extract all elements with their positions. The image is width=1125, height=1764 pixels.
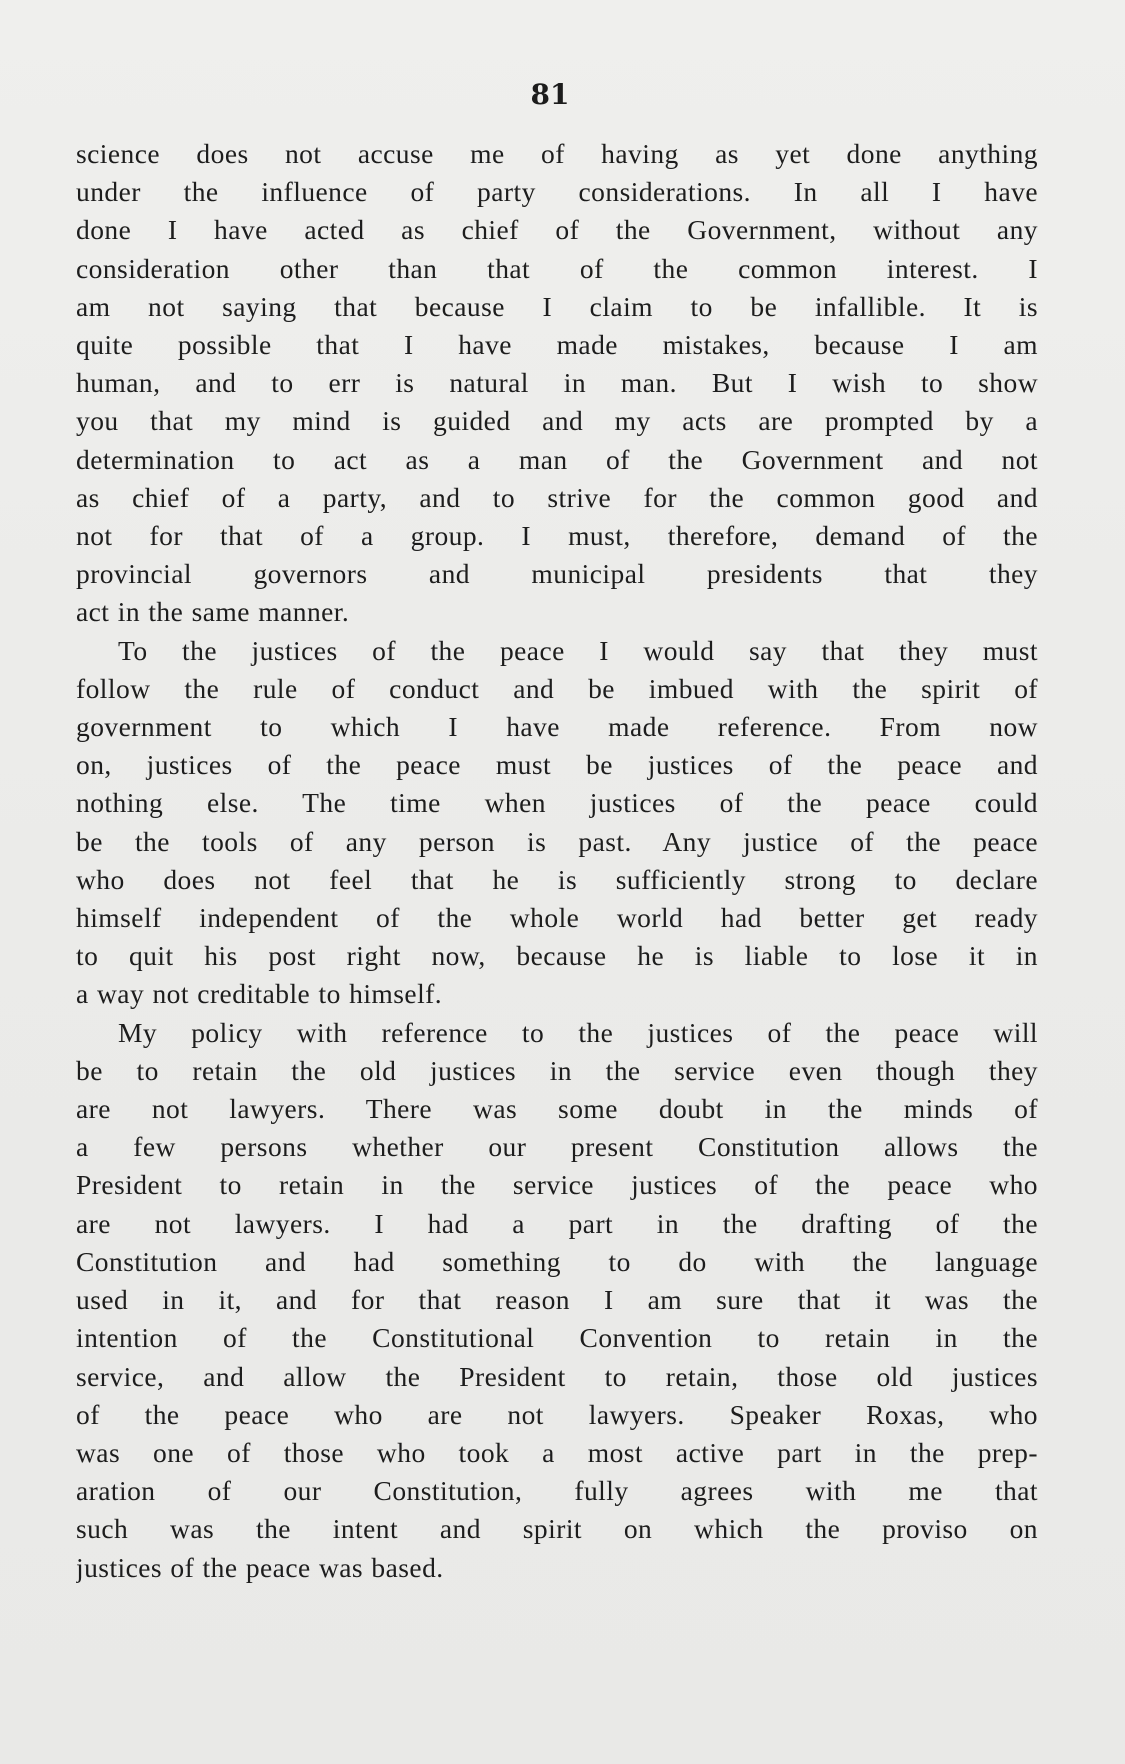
text-line: nothing else. The time when justices of the peace could bbox=[76, 787, 1038, 819]
text-line: service, and allow the President to retain, those old justices bbox=[76, 1360, 1038, 1392]
text-line: on, justices of the peace must be justices of the peace and bbox=[76, 749, 1038, 781]
text-line: who does not feel that he is sufficiently strong to declare bbox=[76, 863, 1038, 895]
text-line: aration of our Constitution, fully agrees with me that bbox=[76, 1475, 1038, 1507]
text-line: act in the same manner. bbox=[76, 596, 350, 628]
text-line: intention of the Constitutional Convention to retain in the bbox=[76, 1322, 1038, 1354]
text-line: himself independent of the whole world had better get ready bbox=[76, 902, 1038, 934]
text-line: President to retain in the service justices of the peace who bbox=[76, 1169, 1038, 1201]
text-line: To the justices of the peace I would say that they must bbox=[118, 634, 1038, 666]
text-line: was one of those who took a most active part in the prep- bbox=[76, 1436, 1038, 1468]
text-line: justices of the peace was based. bbox=[76, 1551, 444, 1583]
text-line: My policy with reference to the justices of the peace will bbox=[118, 1016, 1038, 1048]
text-line: be to retain the old justices in the service even though they bbox=[76, 1054, 1038, 1086]
text-line: done I have acted as chief of the Government, without any bbox=[76, 214, 1038, 246]
text-line: such was the intent and spirit on which the proviso on bbox=[76, 1513, 1038, 1545]
text-line: to quit his post right now, because he is liable to lose it in bbox=[76, 940, 1038, 972]
text-line: provincial governors and municipal presidents that they bbox=[76, 558, 1038, 590]
text-line: a way not creditable to himself. bbox=[76, 978, 443, 1010]
page-number: 81 bbox=[530, 78, 570, 111]
text-line: Constitution and had something to do with the language bbox=[76, 1245, 1038, 1277]
paragraph-2 bbox=[76, 632, 1038, 1014]
text-line: determination to act as a man of the Government and not bbox=[76, 443, 1038, 475]
text-line: science does not accuse me of having as yet done anything bbox=[76, 138, 1038, 169]
text-line: government to which I have made reference. From now bbox=[76, 711, 1038, 743]
text-line: not for that of a group. I must, therefore, demand of the bbox=[76, 520, 1038, 552]
text-line: are not lawyers. There was some doubt in the minds of bbox=[76, 1093, 1038, 1125]
body-text bbox=[76, 135, 1038, 1587]
paragraph-1 bbox=[76, 135, 1038, 632]
text-line: human, and to err is natural in man. But I wish to show bbox=[76, 367, 1038, 399]
text-line: a few persons whether our present Constitution allows the bbox=[76, 1131, 1038, 1163]
paragraph-3 bbox=[76, 1014, 1038, 1587]
text-line: am not saying that because I claim to be infallible. It is bbox=[76, 290, 1038, 322]
text-line: be the tools of any person is past. Any justice of the peace bbox=[76, 825, 1038, 857]
text-line: are not lawyers. I had a part in the drafting of the bbox=[76, 1207, 1038, 1239]
text-line: follow the rule of conduct and be imbued with the spirit of bbox=[76, 672, 1038, 704]
text-line: as chief of a party, and to strive for the common good and bbox=[76, 481, 1038, 513]
text-line: quite possible that I have made mistakes, because I am bbox=[76, 329, 1038, 361]
text-line: consideration other than that of the common interest. I bbox=[76, 252, 1038, 284]
text-line: you that my mind is guided and my acts are prompted by a bbox=[76, 405, 1038, 437]
text-line: under the influence of party considerations. In all I have bbox=[76, 176, 1038, 208]
text-line: used in it, and for that reason I am sure that it was the bbox=[76, 1284, 1038, 1316]
text-line: of the peace who are not lawyers. Speaker Roxas, who bbox=[76, 1398, 1038, 1430]
